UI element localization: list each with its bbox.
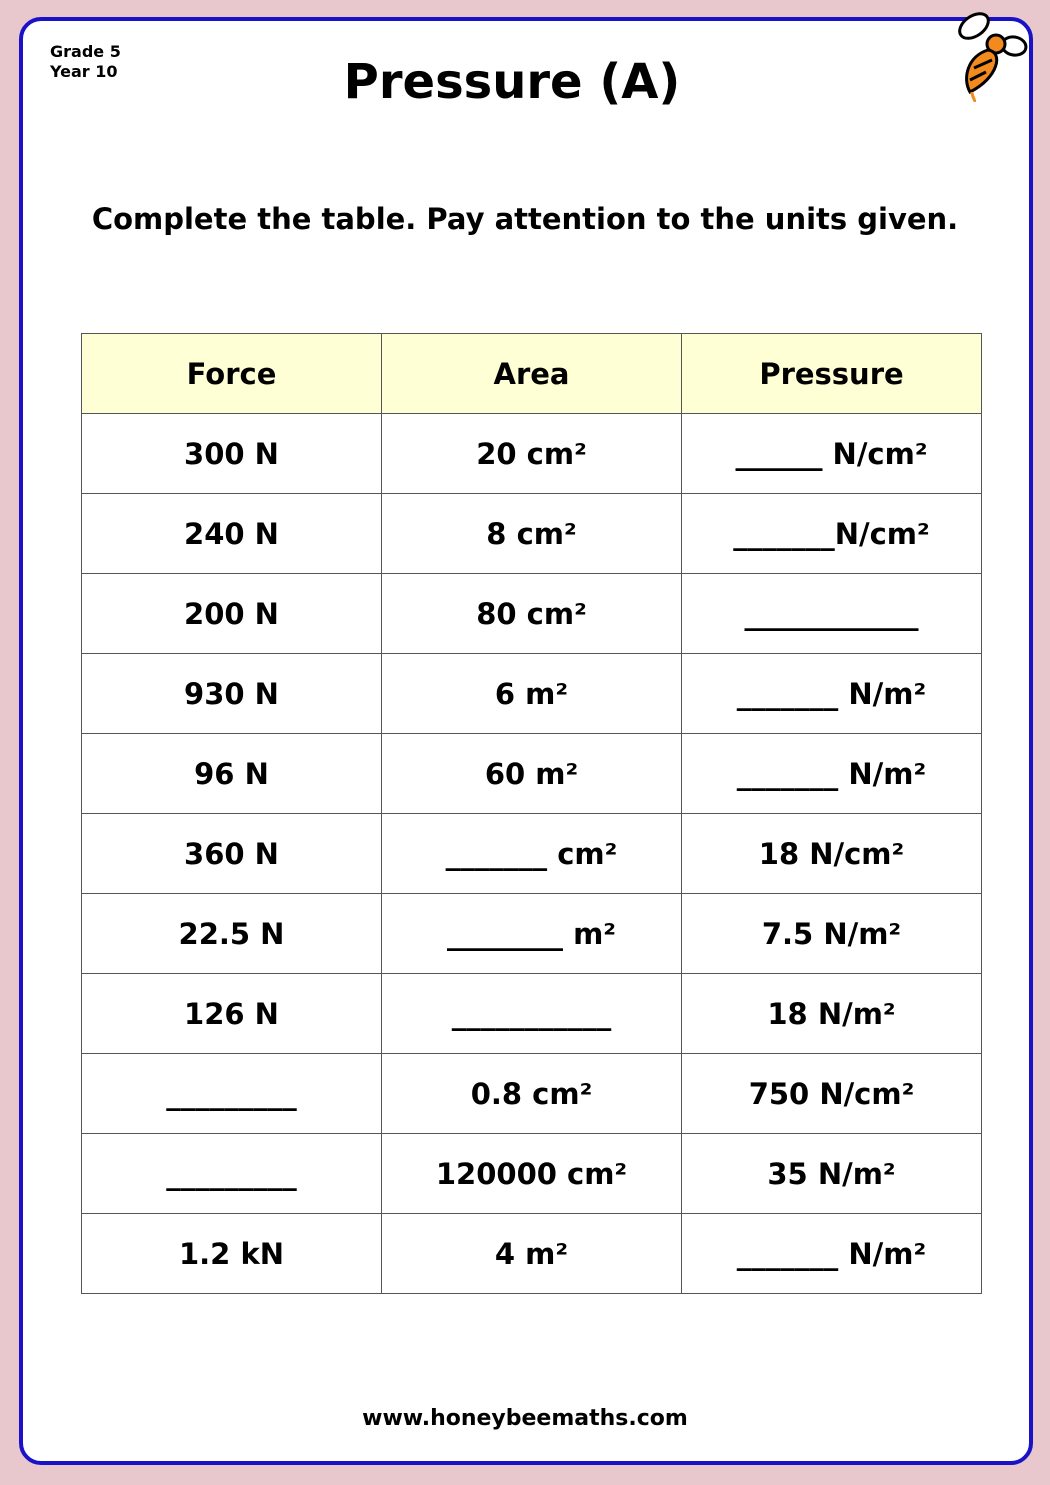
force-cell: _________ <box>82 1134 382 1214</box>
force-cell: 360 N <box>82 814 382 894</box>
force-cell: _________ <box>82 1054 382 1134</box>
area-cell: 6 m² <box>382 654 682 734</box>
pressure-cell: 35 N/m² <box>682 1134 982 1214</box>
area-cell: _______ cm² <box>382 814 682 894</box>
force-cell: 930 N <box>82 654 382 734</box>
table-header-row <box>82 334 982 414</box>
table-row <box>82 494 982 574</box>
honeybee-logo-icon <box>938 6 1034 102</box>
area-cell: 60 m² <box>382 734 682 814</box>
pressure-table <box>81 333 982 1294</box>
area-cell: 120000 cm² <box>382 1134 682 1214</box>
page-title: Pressure (A) <box>343 54 681 110</box>
table-row <box>82 1214 982 1294</box>
table-row <box>82 814 982 894</box>
pressure-cell: _______ N/m² <box>682 654 982 734</box>
pressure-cell: _______N/cm² <box>682 494 982 574</box>
table-row <box>82 654 982 734</box>
year-text: Year 10 <box>50 62 118 81</box>
pressure-cell: ______ N/cm² <box>682 414 982 494</box>
pressure-cell: 18 N/m² <box>682 974 982 1054</box>
area-cell: 8 cm² <box>382 494 682 574</box>
force-cell: 96 N <box>82 734 382 814</box>
table-row <box>82 1134 982 1214</box>
pressure-cell: 7.5 N/m² <box>682 894 982 974</box>
area-cell: 20 cm² <box>382 414 682 494</box>
table-row <box>82 894 982 974</box>
table-row <box>82 414 982 494</box>
area-cell: ___________ <box>382 974 682 1054</box>
pressure-cell: _______ N/m² <box>682 1214 982 1294</box>
area-cell: 0.8 cm² <box>382 1054 682 1134</box>
pressure-cell: ____________ <box>682 574 982 654</box>
instructions-text: Complete the table. Pay attention to the units given. <box>91 202 959 236</box>
pressure-cell: _______ N/m² <box>682 734 982 814</box>
pressure-cell: 750 N/cm² <box>682 1054 982 1134</box>
grade-text: Grade 5 <box>50 42 121 61</box>
table-row <box>82 974 982 1054</box>
area-cell: 80 cm² <box>382 574 682 654</box>
table-row <box>82 1054 982 1134</box>
website-footer: www.honeybeemaths.com <box>362 1406 688 1431</box>
force-cell: 300 N <box>82 414 382 494</box>
pressure-cell: 18 N/cm² <box>682 814 982 894</box>
table-row <box>82 734 982 814</box>
header-pressure: Pressure <box>682 334 982 414</box>
force-cell: 126 N <box>82 974 382 1054</box>
force-cell: 1.2 kN <box>82 1214 382 1294</box>
area-cell: 4 m² <box>382 1214 682 1294</box>
table-row <box>82 574 982 654</box>
force-cell: 22.5 N <box>82 894 382 974</box>
force-cell: 200 N <box>82 574 382 654</box>
header-force: Force <box>82 334 382 414</box>
force-cell: 240 N <box>82 494 382 574</box>
area-cell: ________ m² <box>382 894 682 974</box>
header-area: Area <box>382 334 682 414</box>
